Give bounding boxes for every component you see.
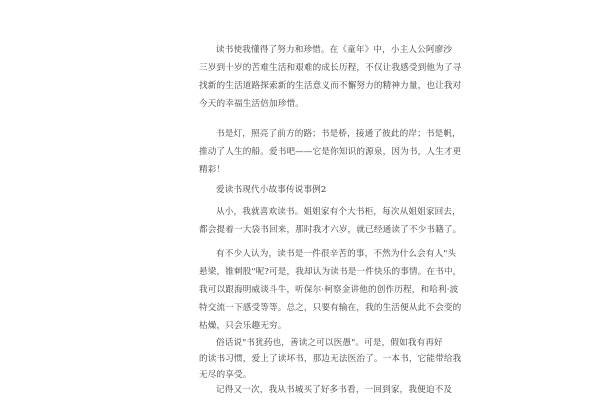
paragraph-line: 找新的生活道路探索新的生活意义而不懈努力的精神力量，也让我对: [199, 81, 462, 91]
paragraph-line: 悬梁，锥刺股"呢?可是，我却认为读书是一件快乐的事情。在书中，: [199, 267, 462, 277]
paragraph-line: 的读书习惯，爱上了读坏书，那边无法医治了。一本书，它能带给我: [199, 354, 462, 364]
paragraph-line: 书是灯，照亮了前方的路；书是桥，接通了彼此的岸；书是帆，: [216, 129, 461, 139]
paragraph-line: 特交流一下感受等等。总之，只要有输在，我的生活便从此不会变的: [199, 303, 462, 313]
paragraph-line: 都会提着一大袋书回来，那时我才六岁，就已经通读了不少书籍了。: [199, 225, 462, 235]
paragraph-line: 枯燥，只会乐趣无穷。: [199, 321, 287, 331]
paragraph-line: 今天的幸福生活倍加珍惜。: [199, 99, 304, 109]
paragraph-line: 记得又一次，我从书城买了好多书看，一回到家，我便迫不及: [216, 385, 453, 395]
paragraph-line: 推动了人生的船。爱书吧——它是你知识的源泉，因为书，人生才更: [199, 147, 462, 157]
paragraph-line: 我可以跟海明威谈斗牛，听保尔·柯察金讲他的创作历程，和哈利·波: [199, 285, 459, 295]
paragraph-line: 精彩！: [199, 165, 226, 175]
paragraph-line: 三岁到十岁的苦难生活和艰难的成长历程，不仅让我感受到他为了寻: [199, 63, 462, 73]
paragraph-line: 从小，我就喜欢读书。姐姐家有个大书柜，每次从姐姐家回去，: [216, 207, 461, 217]
section-heading: 爱读书现代小故事传说事例2: [216, 185, 327, 195]
paragraph-line: 无尽的享受。: [199, 370, 252, 380]
paragraph-line: 读书使我懂得了努力和珍惜。在《童年》中，小主人公阿廖沙: [216, 45, 453, 55]
paragraph-line: 有不少人认为，读书是一件很辛苦的事，不然为什么会有人"头: [216, 249, 457, 259]
paragraph-line: 俗话说"书犹药也，善读之可以医愚"。可是，假如我有再好: [216, 338, 443, 348]
